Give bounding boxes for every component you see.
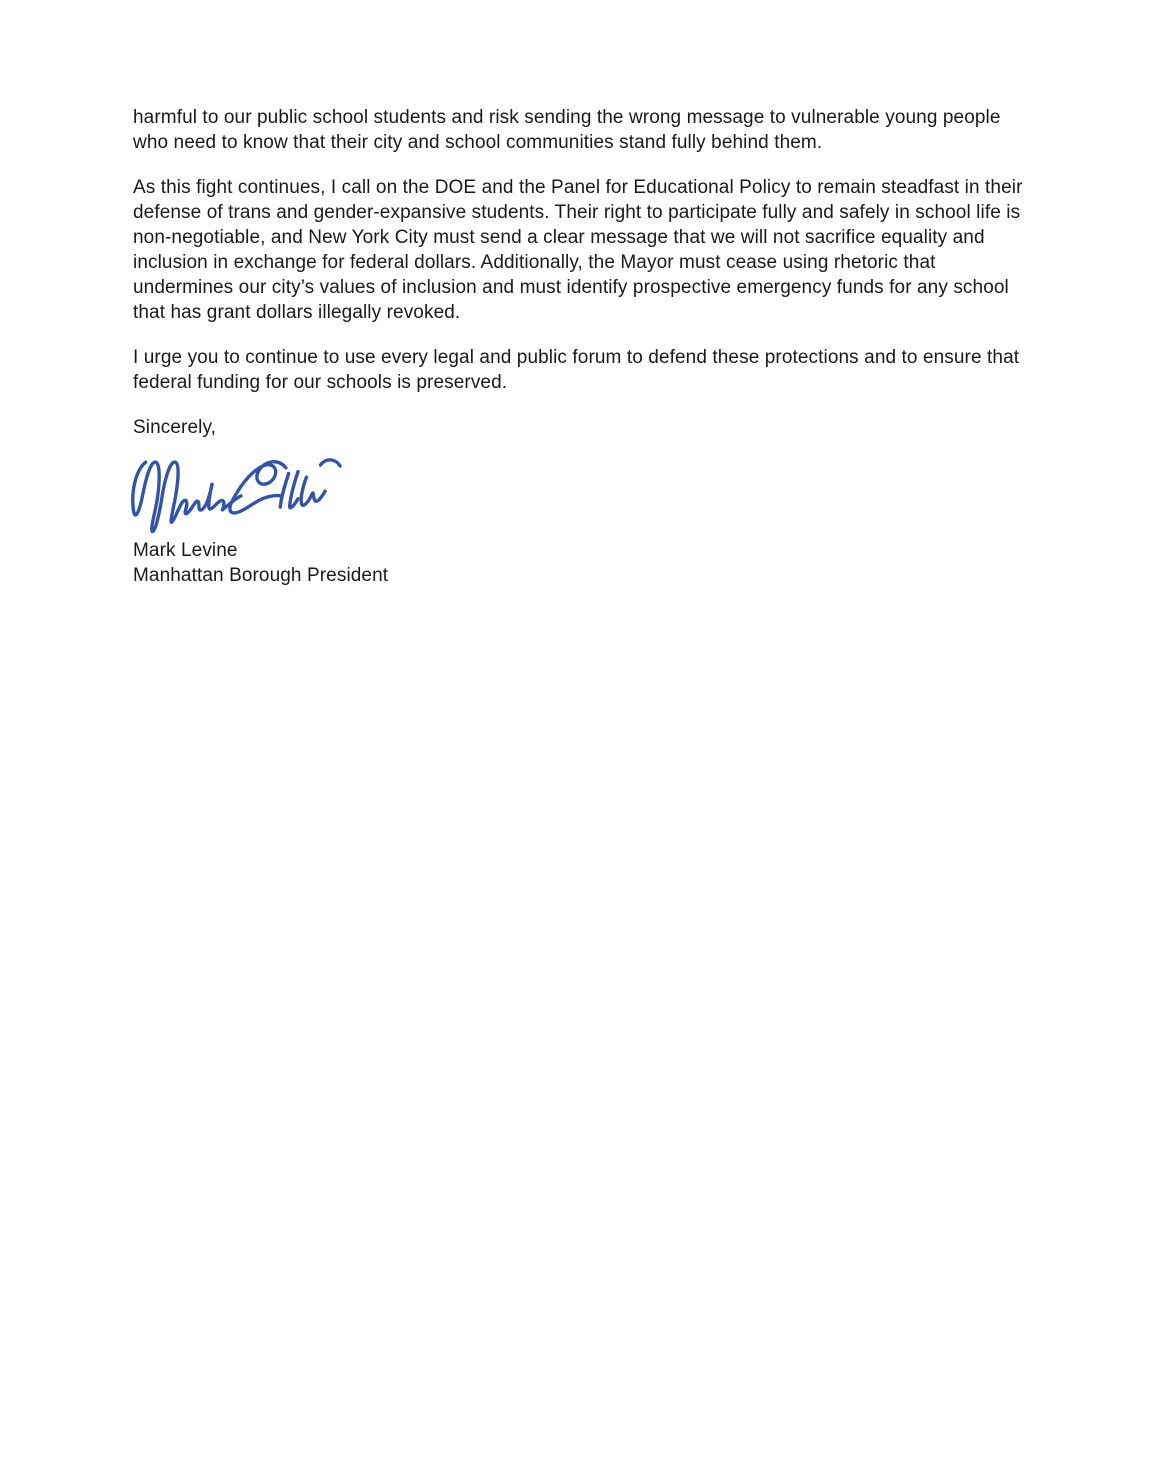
signatory-title: Manhattan Borough President (133, 565, 389, 586)
paragraph-1: harmful to our public school students and risk sending the wrong message to vulnerable young people who need to know that their city and school communities stand fully behind them. (133, 107, 1001, 153)
signature-strokes (133, 460, 340, 532)
signatory-name: Mark Levine (133, 540, 238, 561)
letter-body (133, 105, 1029, 588)
signatory-block (133, 538, 1029, 588)
signature-block (128, 451, 1029, 537)
handwritten-signature-image (128, 451, 354, 537)
closing-salutation: Sincerely, (133, 417, 217, 438)
paragraph-3: I urge you to continue to use every legal and public forum to defend these protections and to ensure that federal funding for our schools is preserved. (133, 347, 1020, 393)
paragraph-2: As this fight continues, I call on the DOE and the Panel for Educational Policy to remain steadfast in their defense of trans and gender-expansive students. Their right to participate fully and safely in school life is non-negotiable, and New York City must send a clear message that we will not sacrifice equality and inclusion in exchange for federal dollars. Additionally, the Mayor must cease using rhetoric that undermines our city’s values of inclusion and must identify prospective emergency funds for any school that has grant dollars illegally revoked. (133, 177, 1023, 323)
